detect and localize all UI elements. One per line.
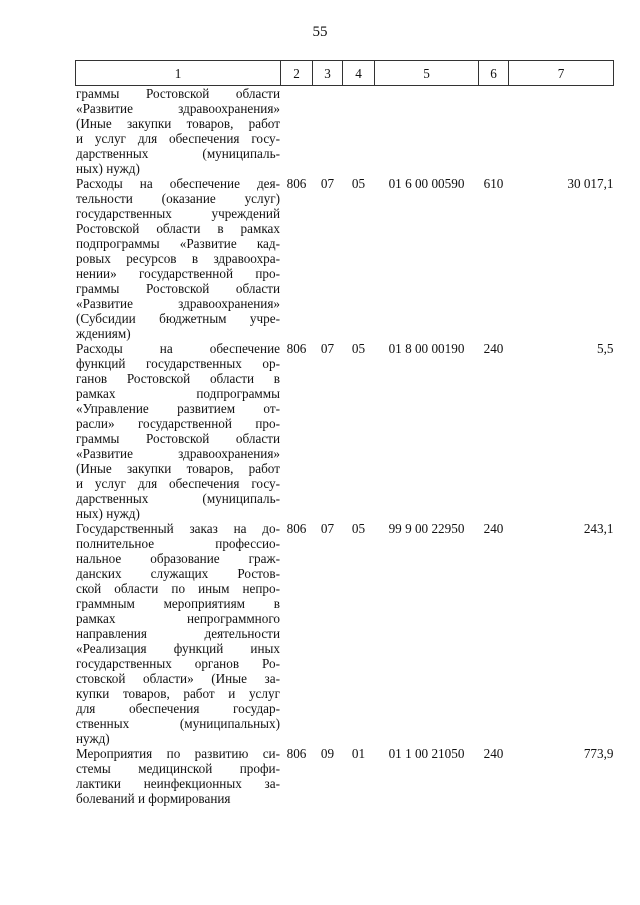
description-line: граммы Ростовской области [76, 86, 280, 101]
table-row [76, 86, 614, 177]
section-code: 07 [320, 341, 335, 356]
description-line: «Развитие здравоохранения» [76, 446, 280, 461]
section-code: 09 [320, 746, 335, 761]
target-article-code: 01 1 00 21050 [388, 746, 465, 761]
subsection-code: 05 [351, 341, 366, 356]
description-line: граммным мероприятиям в [76, 596, 280, 611]
description-line: Расходы на обеспечение [76, 341, 280, 356]
description-line: стемы медицинской профи- [76, 761, 280, 776]
target-article-code: 01 8 00 00190 [388, 341, 465, 356]
amount: 243,1 [583, 521, 614, 536]
section-code [313, 86, 343, 177]
amount: 5,5 [597, 341, 614, 356]
row-description [76, 521, 281, 746]
description-line: Мероприятия по развитию си- [76, 746, 280, 761]
description-line: «Реализация функций иных [76, 641, 280, 656]
description-line: (Субсидии бюджетным учре- [76, 311, 280, 326]
description-line: лактики неинфекционных за- [76, 776, 280, 791]
description-line: болеваний и формирования [76, 791, 231, 806]
table-row [76, 341, 614, 521]
section-code: 07 [320, 176, 335, 191]
budget-table [75, 60, 614, 806]
description-line: функций государственных ор- [76, 356, 280, 371]
target-article-code: 01 6 00 00590 [388, 176, 465, 191]
description-line: ганов Ростовской области в [76, 371, 280, 386]
ministry-code: 806 [286, 746, 307, 761]
description-line: направления деятельности [76, 626, 280, 641]
table-row [76, 746, 614, 806]
row-description [76, 86, 281, 177]
page-number: 55 [312, 24, 328, 40]
description-line: рамках подпрограммы [76, 386, 280, 401]
expense-type-code: 610 [483, 176, 504, 191]
description-line: государственных органов Ро- [76, 656, 280, 671]
table-header-row [76, 61, 614, 86]
description-line: нении» государственной про- [76, 266, 280, 281]
description-line: рамках непрограммного [76, 611, 280, 626]
row-description [76, 176, 281, 341]
description-line: ской области по иным непро- [76, 581, 280, 596]
description-line: ственных (муниципальных) [76, 716, 280, 731]
table-row [76, 176, 614, 341]
ministry-code: 806 [286, 521, 307, 536]
description-line: (Иные закупки товаров, работ [76, 116, 280, 131]
table-row [76, 521, 614, 746]
table-body [76, 86, 614, 807]
description-line: «Развитие здравоохранения» [76, 296, 280, 311]
ministry-code [281, 86, 313, 177]
description-line: граммы Ростовской области [76, 281, 280, 296]
amount: 30 017,1 [567, 176, 614, 191]
ministry-code: 806 [286, 341, 307, 356]
description-line: ровых ресурсов в здравоохра- [76, 251, 280, 266]
description-line: «Развитие здравоохранения» [76, 101, 280, 116]
amount [509, 86, 614, 177]
header-col-2: 2 [281, 61, 313, 86]
description-line: нужд) [76, 731, 110, 746]
subsection-code: 01 [351, 746, 366, 761]
description-line: государственных учреждений [76, 206, 280, 221]
description-line: и услуг для обеспечения госу- [76, 476, 280, 491]
description-line: подпрограммы «Развитие кад- [76, 236, 280, 251]
target-article-code [375, 86, 479, 177]
description-line: тельности (оказание услуг) [76, 191, 280, 206]
description-line: нальное образование граж- [76, 551, 280, 566]
target-article-code: 99 9 00 22950 [388, 521, 465, 536]
description-line: Государственный заказ на до- [76, 521, 280, 536]
expense-type-code [479, 86, 509, 177]
description-line: и услуг для обеспечения госу- [76, 131, 280, 146]
expense-type-code: 240 [483, 521, 504, 536]
section-code: 07 [320, 521, 335, 536]
description-line: полнительное профессио- [76, 536, 280, 551]
description-line: (Иные закупки товаров, работ [76, 461, 280, 476]
description-line: ных) нужд) [76, 506, 140, 521]
expense-type-code: 240 [483, 746, 504, 761]
subsection-code [343, 86, 375, 177]
expense-type-code: 240 [483, 341, 504, 356]
description-line: дарственных (муниципаль- [76, 491, 280, 506]
subsection-code: 05 [351, 521, 366, 536]
row-description [76, 341, 281, 521]
amount: 773,9 [583, 746, 614, 761]
description-line: ждениям) [76, 326, 131, 341]
header-col-7: 7 [509, 61, 614, 86]
description-line: расли» государственной про- [76, 416, 280, 431]
header-col-1: 1 [76, 61, 281, 86]
description-line: ных) нужд) [76, 161, 140, 176]
description-line: данских служащих Ростов- [76, 566, 280, 581]
description-line: Ростовской области в рамках [76, 221, 280, 236]
header-col-3: 3 [313, 61, 343, 86]
description-line: дарственных (муниципаль- [76, 146, 280, 161]
header-col-4: 4 [343, 61, 375, 86]
description-line: граммы Ростовской области [76, 431, 280, 446]
description-line: Расходы на обеспечение дея- [76, 176, 280, 191]
description-line: «Управление развитием от- [76, 401, 280, 416]
description-line: стовской области» (Иные за- [76, 671, 280, 686]
header-col-5: 5 [375, 61, 479, 86]
ministry-code: 806 [286, 176, 307, 191]
subsection-code: 05 [351, 176, 366, 191]
row-description [76, 746, 281, 806]
description-line: купки товаров, работ и услуг [76, 686, 280, 701]
header-col-6: 6 [479, 61, 509, 86]
description-line: для обеспечения государ- [76, 701, 280, 716]
